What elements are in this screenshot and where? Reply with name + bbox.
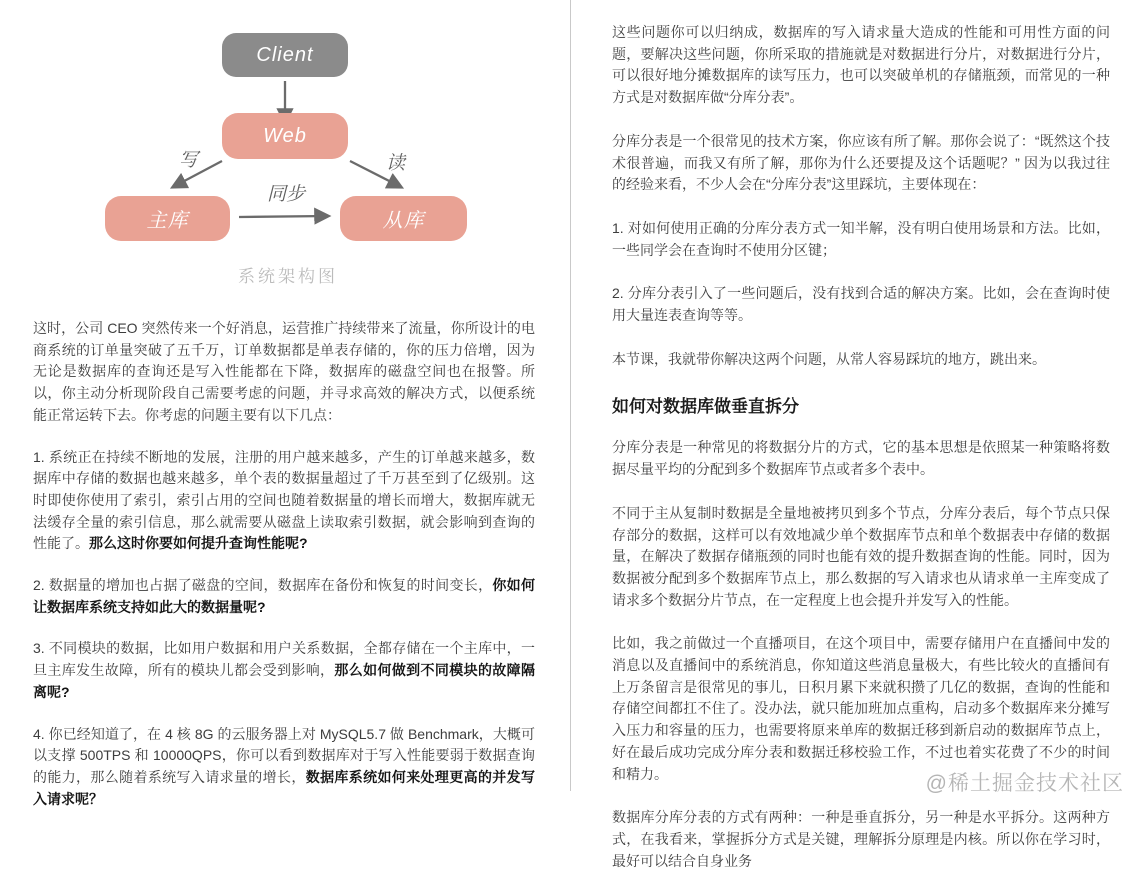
paragraph-bold: 那么如何做到不同模块的故障隔离呢? <box>33 662 536 700</box>
paragraph-sharding-benefit: 不同于主从复制时数据是全量地被拷贝到多个节点，分库分表后，每个节点只保存部分的数据，这样可以有效地减少单个数据库节点和单个数据表中存储的数据量，在解决了数据存储瓶颈的同时也能有效的提升数据查询的性能。同时，因为数据被分配到多个数据库节点上，那么数据的写入请求也从请求单一主库变成了请求多个数据分片节点，在一定程度上也会提升并发写入的性能。 <box>612 504 1110 608</box>
column-divider <box>570 0 571 791</box>
diagram-node-master-db <box>105 196 230 241</box>
architecture-diagram <box>33 20 533 304</box>
paragraph-text: 3. 不同模块的数据，比如用户数据和用户关系数据，全都存储在一个主库中，一旦主库发生故障，所有的模块儿都会受到影响， <box>33 640 535 679</box>
right-column <box>612 22 1110 894</box>
watermark: @稀土掘金技术社区 <box>925 772 1124 795</box>
web-node-label: Web <box>263 124 307 147</box>
paragraph-problem-1 <box>33 447 535 556</box>
left-text-block <box>33 318 535 810</box>
paragraph-text: 4. 你已经知道了，在 4 核 8G 的云服务器上对 MySQL5.7 做 Benchmark，大概可以支撑 500TPS 和 10000QPS，你可以看到数据库对于写入性能要弱于数据查询的能力，那么随着系统写入请求量的增长， <box>33 725 535 785</box>
diagram-node-slave-db <box>340 196 467 241</box>
paragraph-text: 这时，公司 CEO 突然传来一个好消息，运营推广持续带来了流量，你所设计的电商系统的订单量突破了五千万，订单数据都是单表存储的，你的压力倍增，因为无论是数据库的查询还是写入性能都在下降，数据库的磁盘空间也在报警。所以，你主动分析现阶段自己需要考虑的问题，并寻求高效的解决方式，以便系统能正常运转下去。你考虑的问题主要有以下几点： <box>33 320 535 423</box>
section-heading-vertical-split: 如何对数据库做垂直拆分 <box>612 397 799 417</box>
master-db-label: 主库 <box>146 210 189 232</box>
paragraph-bold: 你如何让数据库系统支持如此大的数据量呢? <box>33 577 535 615</box>
diagram-node-client <box>222 33 348 77</box>
client-node-label: Client <box>256 43 314 66</box>
paragraph-text: 2. 数据量的增加也占据了磁盘的空间，数据库在备份和恢复的时间变长， <box>33 577 493 594</box>
arrow-master-to-slave <box>239 216 328 217</box>
edge-label-read: 读 <box>386 153 406 174</box>
paragraph-intro <box>33 318 535 427</box>
paragraph-bold: 那么这时你要如何提升查询性能呢? <box>89 535 308 552</box>
edge-label-sync: 同步 <box>266 184 305 205</box>
paragraph-pitfall-1: 1. 对如何使用正确的分库分表方式一知半解，没有明白使用场景和方法。比如，一些同学会在查询时不使用分区键； <box>612 219 1110 258</box>
diagram-node-web <box>222 113 348 159</box>
paragraph-live-project-example: 比如，我之前做过一个直播项目，在这个项目中，需要存储用户在直播间中发的消息以及直播间中的系统消息，你知道这些消息量极大，有些比较火的直播间有上万条留言是很常见的事儿，日积月累下来就积攒了几亿的数据，查询的性能和存储空间都扛不住了。没办法，就只能加班加点重构，启动多个数据库来分摊写入压力和容量的压力，也需要将原来单库的数据迁移到新启动的数据库节点上，好在最后成功完成分库分表和数据迁移校验工作，不过也着实花费了不少的时间和精力。 <box>612 635 1110 782</box>
paragraph-problem-4 <box>33 724 535 811</box>
paragraph-sharding-common: 分库分表是一个很常见的技术方案，你应该有所了解。那你会说了：“既然这个技术很普遍，而我又有所了解，那你为什么还要提及这个话题呢？” 因为以我过往的经验来看，不少人会在“分库分表”这里踩坑，主要体现在： <box>612 132 1110 193</box>
diagram-caption: 系统架构图 <box>238 267 338 286</box>
slave-db-label: 从库 <box>382 210 425 232</box>
paragraph-pitfall-2: 2. 分库分表引入了一些问题后，没有找到合适的解决方案。比如，会在查询时使用大量连表查询等等。 <box>612 285 1110 324</box>
edge-label-write: 写 <box>179 150 199 171</box>
left-column <box>33 0 535 830</box>
paragraph-bold: 数据库系统如何来处理更高的并发写入请求呢？ <box>33 768 536 807</box>
paragraph-lesson-goal: 本节课，我就带你解决这两个问题，从常人容易踩坑的地方，跳出来。 <box>612 350 1046 367</box>
paragraph-sharding-idea: 分库分表是一种常见的将数据分片的方式，它的基本思想是依照某一种策略将数据尽量平均的分配到多个数据库节点或者多个表中。 <box>612 439 1110 478</box>
paragraph-problem-2 <box>33 575 535 618</box>
paragraph-text: 1. 系统正在持续不断地的发展，注册的用户越来越多，产生的订单越来越多，数据库中存储的数据也越来越多，单个表的数据量超过了千万甚至到了亿级别。这时即使你使用了索引，索引占用的空间也随着数据量的增长而增大，数据库就无法缓存全量的索引信息，那么就需要从磁盘上读取索引数据，就会影响到查询的性能了。 <box>33 448 535 552</box>
paragraph-summary: 这些问题你可以归纳成，数据库的写入请求量大造成的性能和可用性方面的问题，要解决这些问题，你所采取的措施就是对数据进行分片，对数据进行分片，可以很好地分摊数据库的读写压力，也可以突破单机的存储瓶颈，而常见的一种方式是对数据库做“分库分表”。 <box>612 24 1110 106</box>
paragraph-problem-3 <box>33 638 535 703</box>
paragraph-two-split-ways: 数据库分库分表的方式有两种：一种是垂直拆分，另一种是水平拆分。这两种方式，在我看来，掌握拆分方式是关键，理解拆分原理是内核。所以你在学习时，最好可以结合自身业务 <box>612 809 1110 869</box>
